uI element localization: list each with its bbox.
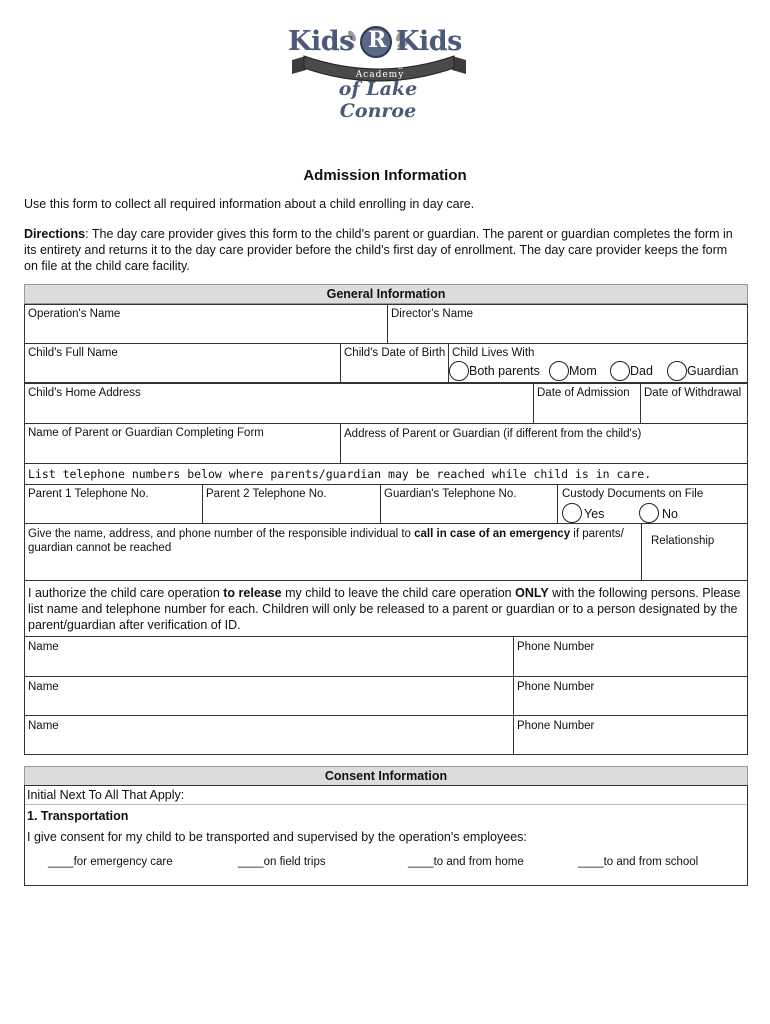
consent-divider — [25, 804, 747, 805]
emergency-pre: Give the name, address, and phone number of the responsible individual to — [28, 528, 415, 540]
release-phone-label: Phone Number — [517, 641, 595, 653]
page-title: Admission Information — [303, 167, 467, 184]
parent2-phone-label: Parent 2 Telephone No. — [206, 488, 327, 500]
childs-full-name-field[interactable] — [24, 343, 341, 383]
logo-banner-text: Learning Academy — [355, 60, 405, 80]
parent-address-label: Address of Parent or Guardian (if different from the child's) — [344, 428, 642, 440]
logo-kids-left: Kids — [288, 26, 354, 57]
release-phone-label: Phone Number — [517, 681, 595, 693]
directors-name-field[interactable] — [387, 304, 748, 344]
directions-label: Directions — [24, 227, 86, 241]
consent-option-school[interactable]: ____to and from school — [578, 856, 699, 868]
directions-text — [24, 226, 744, 274]
release-name-1[interactable] — [24, 636, 514, 677]
consent-statement: I give consent for my child to be transported and supervised by the operation's employees: — [27, 830, 527, 844]
radio-dad[interactable] — [610, 361, 630, 381]
phone-note-row — [24, 463, 748, 485]
consent-section-title: 1. Transportation — [27, 809, 129, 823]
parent1-phone-field[interactable] — [24, 484, 203, 524]
guardian-phone-label: Guardian's Telephone No. — [384, 488, 517, 500]
radio-custody-yes[interactable] — [562, 503, 582, 523]
directions-body: : The day care provider gives this form to the child’s parent or guardian. The parent or guardian completes the form in its entirety and returns it to the day care provider before the child's first day of enrollment. The day care provider keeps the form on file at the child care facility. — [24, 227, 733, 273]
home-address-label: Child's Home Address — [28, 387, 141, 399]
date-admission-label: Date of Admission — [537, 387, 630, 399]
parent2-phone-field[interactable] — [202, 484, 381, 524]
custody-docs-label: Custody Documents on File — [562, 488, 704, 500]
radio-both-parents[interactable] — [449, 361, 469, 381]
childs-full-name-label: Child's Full Name — [28, 347, 118, 359]
radio-mom-label: Mom — [569, 364, 597, 378]
release-name-label: Name — [28, 681, 59, 693]
logo-kids-right: Kids — [396, 26, 462, 57]
parent-completing-label: Name of Parent or Guardian Completing Form — [28, 427, 264, 439]
consent-initial: Initial Next To All That Apply: — [27, 788, 185, 802]
release-p3: with the following persons. Please list name and telephone number for each. Children will only be released to a parent or guardian or to a person designated by the parent/guardian after verification of ID. — [28, 586, 741, 632]
emergency-post: if parents/ guardian cannot be reached — [28, 528, 624, 554]
intro-text: Use this form to collect all required information about a child enrolling in day care. — [24, 197, 475, 211]
release-phone-1[interactable] — [513, 636, 748, 677]
radio-custody-yes-label: Yes — [584, 507, 605, 521]
radio-mom[interactable] — [549, 361, 569, 381]
logo-r-mark: R — [368, 27, 387, 53]
radio-custody-no-label: No — [662, 507, 678, 521]
phone-note-text: List telephone numbers below where parents/guardian may be reached while child is in care. — [28, 467, 652, 481]
date-withdrawal-field[interactable] — [640, 383, 748, 424]
radio-dad-label: Dad — [630, 364, 653, 378]
parent-completing-field[interactable] — [24, 423, 341, 464]
child-lives-with-label: Child Lives With — [452, 347, 535, 359]
consent-info-header: Consent Information — [24, 766, 748, 786]
emergency-bold: call in case of an emergency — [414, 528, 571, 540]
logo-location: of Lake Conroe — [338, 78, 418, 122]
radio-both-parents-label: Both parents — [469, 364, 540, 378]
general-info-header: General Information — [24, 284, 748, 304]
consent-option-home[interactable]: ____to and from home — [408, 856, 524, 868]
release-phone-label: Phone Number — [517, 720, 595, 732]
consent-option-emergency[interactable]: ____for emergency care — [48, 856, 173, 868]
date-admission-field[interactable] — [533, 383, 641, 424]
release-text — [28, 585, 746, 633]
parent1-phone-label: Parent 1 Telephone No. — [28, 488, 149, 500]
release-name-label: Name — [28, 720, 59, 732]
radio-guardian-label: Guardian — [687, 364, 739, 378]
logo — [284, 22, 474, 122]
release-name-label: Name — [28, 641, 59, 653]
release-b1: to release — [223, 586, 282, 600]
directors-name-label: Director's Name — [391, 308, 474, 320]
radio-guardian[interactable] — [667, 361, 687, 381]
operations-name-label: Operation's Name — [28, 308, 121, 320]
operations-name-field[interactable] — [24, 304, 388, 344]
childs-dob-label: Child's Date of Birth — [344, 347, 446, 359]
radio-custody-no[interactable] — [639, 503, 659, 523]
relationship-label: Relationship — [651, 535, 715, 547]
home-address-field[interactable] — [24, 383, 534, 424]
consent-box — [24, 785, 748, 886]
release-name-3[interactable] — [24, 715, 514, 755]
release-authorization — [24, 580, 748, 637]
emergency-contact-label — [28, 527, 628, 555]
consent-option-field-trips[interactable]: ____on field trips — [238, 856, 326, 868]
relationship-field[interactable] — [641, 523, 748, 581]
release-phone-3[interactable] — [513, 715, 748, 755]
release-p2: my child to leave the child care operation — [281, 586, 516, 600]
release-b2: ONLY — [515, 586, 549, 600]
guardian-phone-field[interactable] — [380, 484, 558, 524]
release-name-2[interactable] — [24, 676, 514, 716]
release-p1: I authorize the child care operation — [28, 586, 224, 600]
parent-address-field[interactable] — [340, 423, 748, 464]
date-withdrawal-label: Date of Withdrawal — [644, 387, 742, 399]
release-phone-2[interactable] — [513, 676, 748, 716]
emergency-contact-field[interactable] — [24, 523, 642, 581]
childs-dob-field[interactable] — [340, 343, 449, 383]
